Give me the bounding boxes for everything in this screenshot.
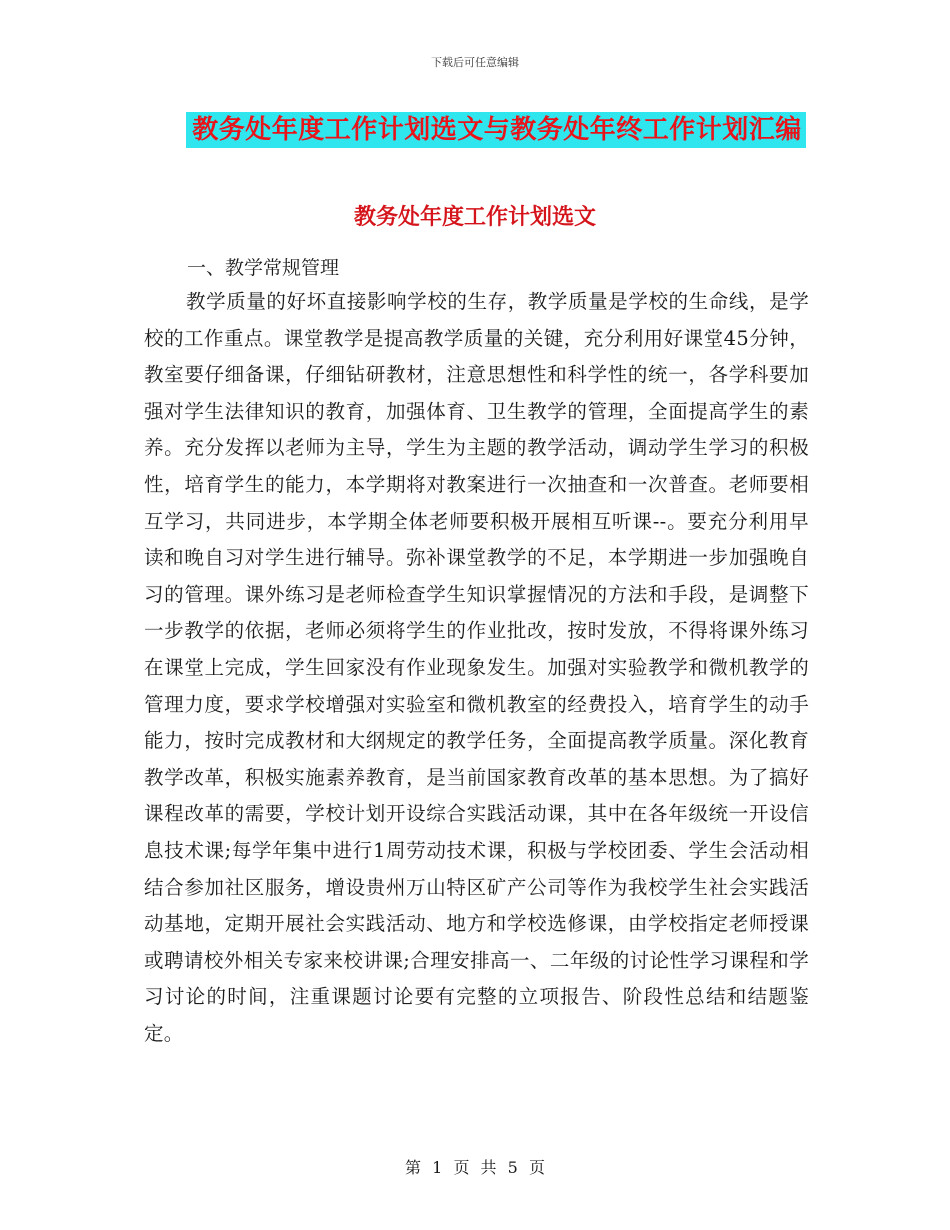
subheading: 一、教学常规管理 bbox=[187, 257, 340, 279]
page-footer bbox=[0, 1155, 950, 1178]
document-title-container bbox=[0, 112, 950, 148]
footer-label-page-unit: 页 bbox=[453, 1158, 470, 1177]
footer-label-total-unit: 页 bbox=[528, 1158, 545, 1177]
footer-total-pages: 5 bbox=[507, 1158, 518, 1177]
header-note: 下载后可任意编辑 bbox=[431, 56, 519, 69]
footer-label-page: 第 bbox=[405, 1158, 422, 1177]
document-title: 教务处年度工作计划选文与教务处年终工作计划汇编 bbox=[186, 112, 806, 148]
body-paragraph: 教学质量的好坏直接影响学校的生存，教学质量是学校的生命线，是学校的工作重点。课堂教学是提高教学质量的关键，充分利用好课堂45分钟，教室要仔细备课，仔细钻研教材，注意思想性和科学性的统一，各学科要加强对学生法律知识的教育，加强体育、卫生教学的管理，全面提高学生的素养。充分发挥以老师为主导，学生为主题的教学活动，调动学生学习的积极性，培育学生的能力，本学期将对教案进行一次抽查和一次普查。老师要相互学习，共同进步，本学期全体老师要积极开展相互听课--。要充分利用早读和晚自习对学生进行辅导。弥补课堂教学的不足，本学期进一步加强晚自习的管理。课外练习是老师检查学生知识掌握情况的方法和手段，是调整下一步教学的依据，老师必须将学生的作业批改，按时发放，不得将课外练习在课堂上完成，学生回家没有作业现象发生。加强对实验教学和微机教学的管理力度，要求学校增强对实验室和微机教室的经费投入，培育学生的动手能力，按时完成教材和大纲规定的教学任务，全面提高教学质量。深化教育教学改革，积极实施素养教育，是当前国家教育改革的基本思想。为了搞好课程改革的需要，学校计划开设综合实践活动课，其中在各年级统一开设信息技术课;每学年集中进行1周劳动技术课，积极与学校团委、学生会活动相结合参加社区服务，增设贵州万山特区矿产公司等作为我校学生社会实践活动基地，定期开展社会实践活动、地方和学校选修课，由学校指定老师授课或聘请校外相关专家来校讲课;合理安排高一、二年级的讨论性学习课程和学习讨论的时间，注重课题讨论要有完整的立项报告、阶段性总结和结题鉴定。 bbox=[144, 290, 809, 1045]
section-title: 教务处年度工作计划选文 bbox=[353, 205, 596, 230]
footer-current-page: 1 bbox=[432, 1158, 443, 1177]
footer-label-total: 共 bbox=[480, 1158, 497, 1177]
